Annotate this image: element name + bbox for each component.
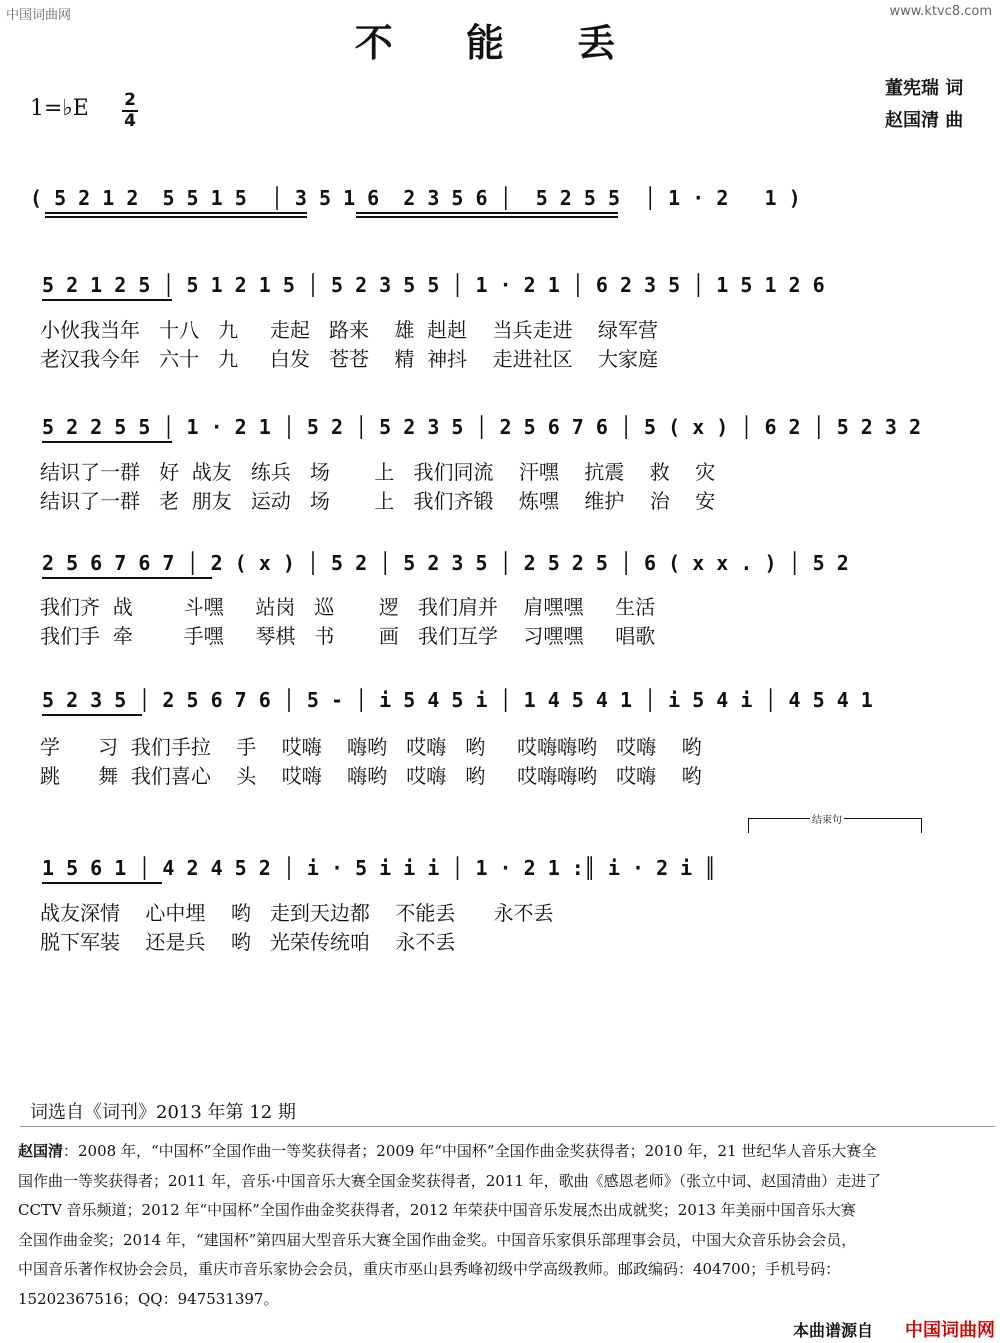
notation-line: 1 5 6 1 │ 4 2 4 5 2 │ i · 5 i i i │ 1 · 2 1 :║ i · 2 i ║: [42, 856, 717, 880]
lyric-verse-2: 跳 舞 我们喜心 头 哎嗨 嗨哟 哎嗨 哟 哎嗨嗨哟 哎嗨 哟: [40, 764, 702, 788]
underline: [45, 212, 307, 214]
underline: [356, 216, 618, 218]
lyric-verse-1: 学 习 我们手拉 手 哎嗨 嗨哟 哎嗨 哟 哎嗨嗨哟 哎嗨 哟: [40, 735, 702, 759]
bio-line: 中国音乐著作权协会会员，重庆市音乐家协会会员，重庆市巫山县秀峰初级中学高级教师。邮政编码：404700；手机号码：: [18, 1260, 841, 1278]
notation-line: 5 2 2 5 5 │ 1 · 2 1 │ 5 2 │ 5 2 3 5 │ 2 5 6 7 6 │ 5 ( x ) │ 6 2 │ 5 2 3 2: [42, 415, 921, 439]
time-signature-bottom: 4: [124, 111, 136, 131]
lyric-verse-2: 结识了一群 老 朋友 运动 场 上 我们齐锻 炼嘿 维护 治 安: [40, 489, 716, 513]
ending-label: 结束句: [810, 811, 844, 826]
song-title: 不 能 丢: [354, 20, 646, 65]
underline: [45, 216, 307, 218]
underline: [42, 441, 172, 443]
bio-name: 赵国清: [18, 1142, 64, 1160]
lyric-verse-2: 老汉我今年 六十 九 白发 苍苍 精 神抖 走进社区 大家庭: [40, 347, 659, 371]
underline: [42, 714, 142, 716]
notation-line: ( 5 2 1 2 5 5 1 5 │ 3 5 1 6 2 3 5 6 │ 5 2 5 5 │ 1 · 2 1 ): [30, 186, 801, 210]
source-note: 词选自《词刊》2013 年第 12 期: [30, 1102, 296, 1123]
lyric-verse-2: 我们手 牵 手嘿 琴棋 书 画 我们互学 习嘿嘿 唱歌: [40, 624, 656, 648]
notation-line: 5 2 3 5 │ 2 5 6 7 6 │ 5 - │ i 5 4 5 i │ 1 4 5 4 1 │ i 5 4 i │ 4 5 4 1: [42, 688, 873, 712]
bio-line: 全国作曲金奖；2014 年，“建国杯”第四届大型音乐大赛全国作曲金奖。中国音乐家俱乐部理事会员，中国大众音乐协会会员，: [18, 1230, 857, 1249]
lyric-verse-1: 结识了一群 好 战友 练兵 场 上 我们同流 汗嘿 抗震 救 灾: [40, 460, 716, 484]
lyric-verse-1: 小伙我当年 十八 九 走起 路来 雄 赳赳 当兵走进 绿军营: [40, 318, 659, 342]
notation-line: 5 2 1 2 5 │ 5 1 2 1 5 │ 5 2 3 5 5 │ 1 · 2 1 │ 6 2 3 5 │ 1 5 1 2 6: [42, 273, 825, 297]
watermark-right: www.ktvc8.com: [889, 4, 992, 19]
lyric-verse-2: 脱下军装 还是兵 哟 光荣传统咱 永不丢: [40, 930, 456, 954]
time-signature: [122, 92, 138, 130]
key-signature: 1=♭E: [30, 96, 89, 121]
lyric-verse-1: 我们齐 战 斗嘿 站岗 巡 逻 我们肩并 肩嘿嘿 生活: [40, 595, 656, 619]
notation-line: 2 5 6 7 6 7 │ 2 ( x ) │ 5 2 │ 5 2 3 5 │ 2 5 2 5 │ 6 ( x x . ) │ 5 2: [42, 551, 849, 575]
underline: [42, 577, 212, 579]
time-signature-top: 2: [124, 90, 136, 110]
lyricist-credit: 董宪瑞 词: [885, 78, 964, 99]
footer-source-label: 本曲谱源自: [793, 1321, 874, 1340]
divider: [20, 1126, 995, 1127]
lyric-verse-1: 战友深情 心中埋 哟 走到天边都 不能丢 永不丢: [40, 901, 554, 925]
footer-site-name: 中国词曲网: [905, 1320, 995, 1341]
underline: [356, 212, 618, 214]
watermark-left: 中国词曲网: [6, 8, 72, 23]
composer-credit: 赵国清 曲: [885, 110, 964, 131]
underline: [42, 299, 172, 301]
composer-bio: [18, 1137, 993, 1314]
bio-line: 15202367516；QQ：947531397。: [18, 1289, 279, 1308]
bio-line: ：2008 年，“中国杯”全国作曲一等奖获得者；2009 年“中国杯”全国作曲金奖获得者；2010 年，21 世纪华人音乐大赛全: [63, 1142, 877, 1160]
bio-line: CCTV 音乐频道；2012 年“中国杯”全国作曲金奖获得者，2012 年荣获中国音乐发展杰出成就奖；2013 年美丽中国音乐大赛: [18, 1201, 856, 1219]
bio-line: 国作曲一等奖获得者；2011 年，音乐·中国音乐大赛全国金奖获得者，2011 年，歌曲《感恩老师》（张立中词、赵国清曲）走进了: [18, 1171, 882, 1190]
underline: [42, 882, 162, 884]
